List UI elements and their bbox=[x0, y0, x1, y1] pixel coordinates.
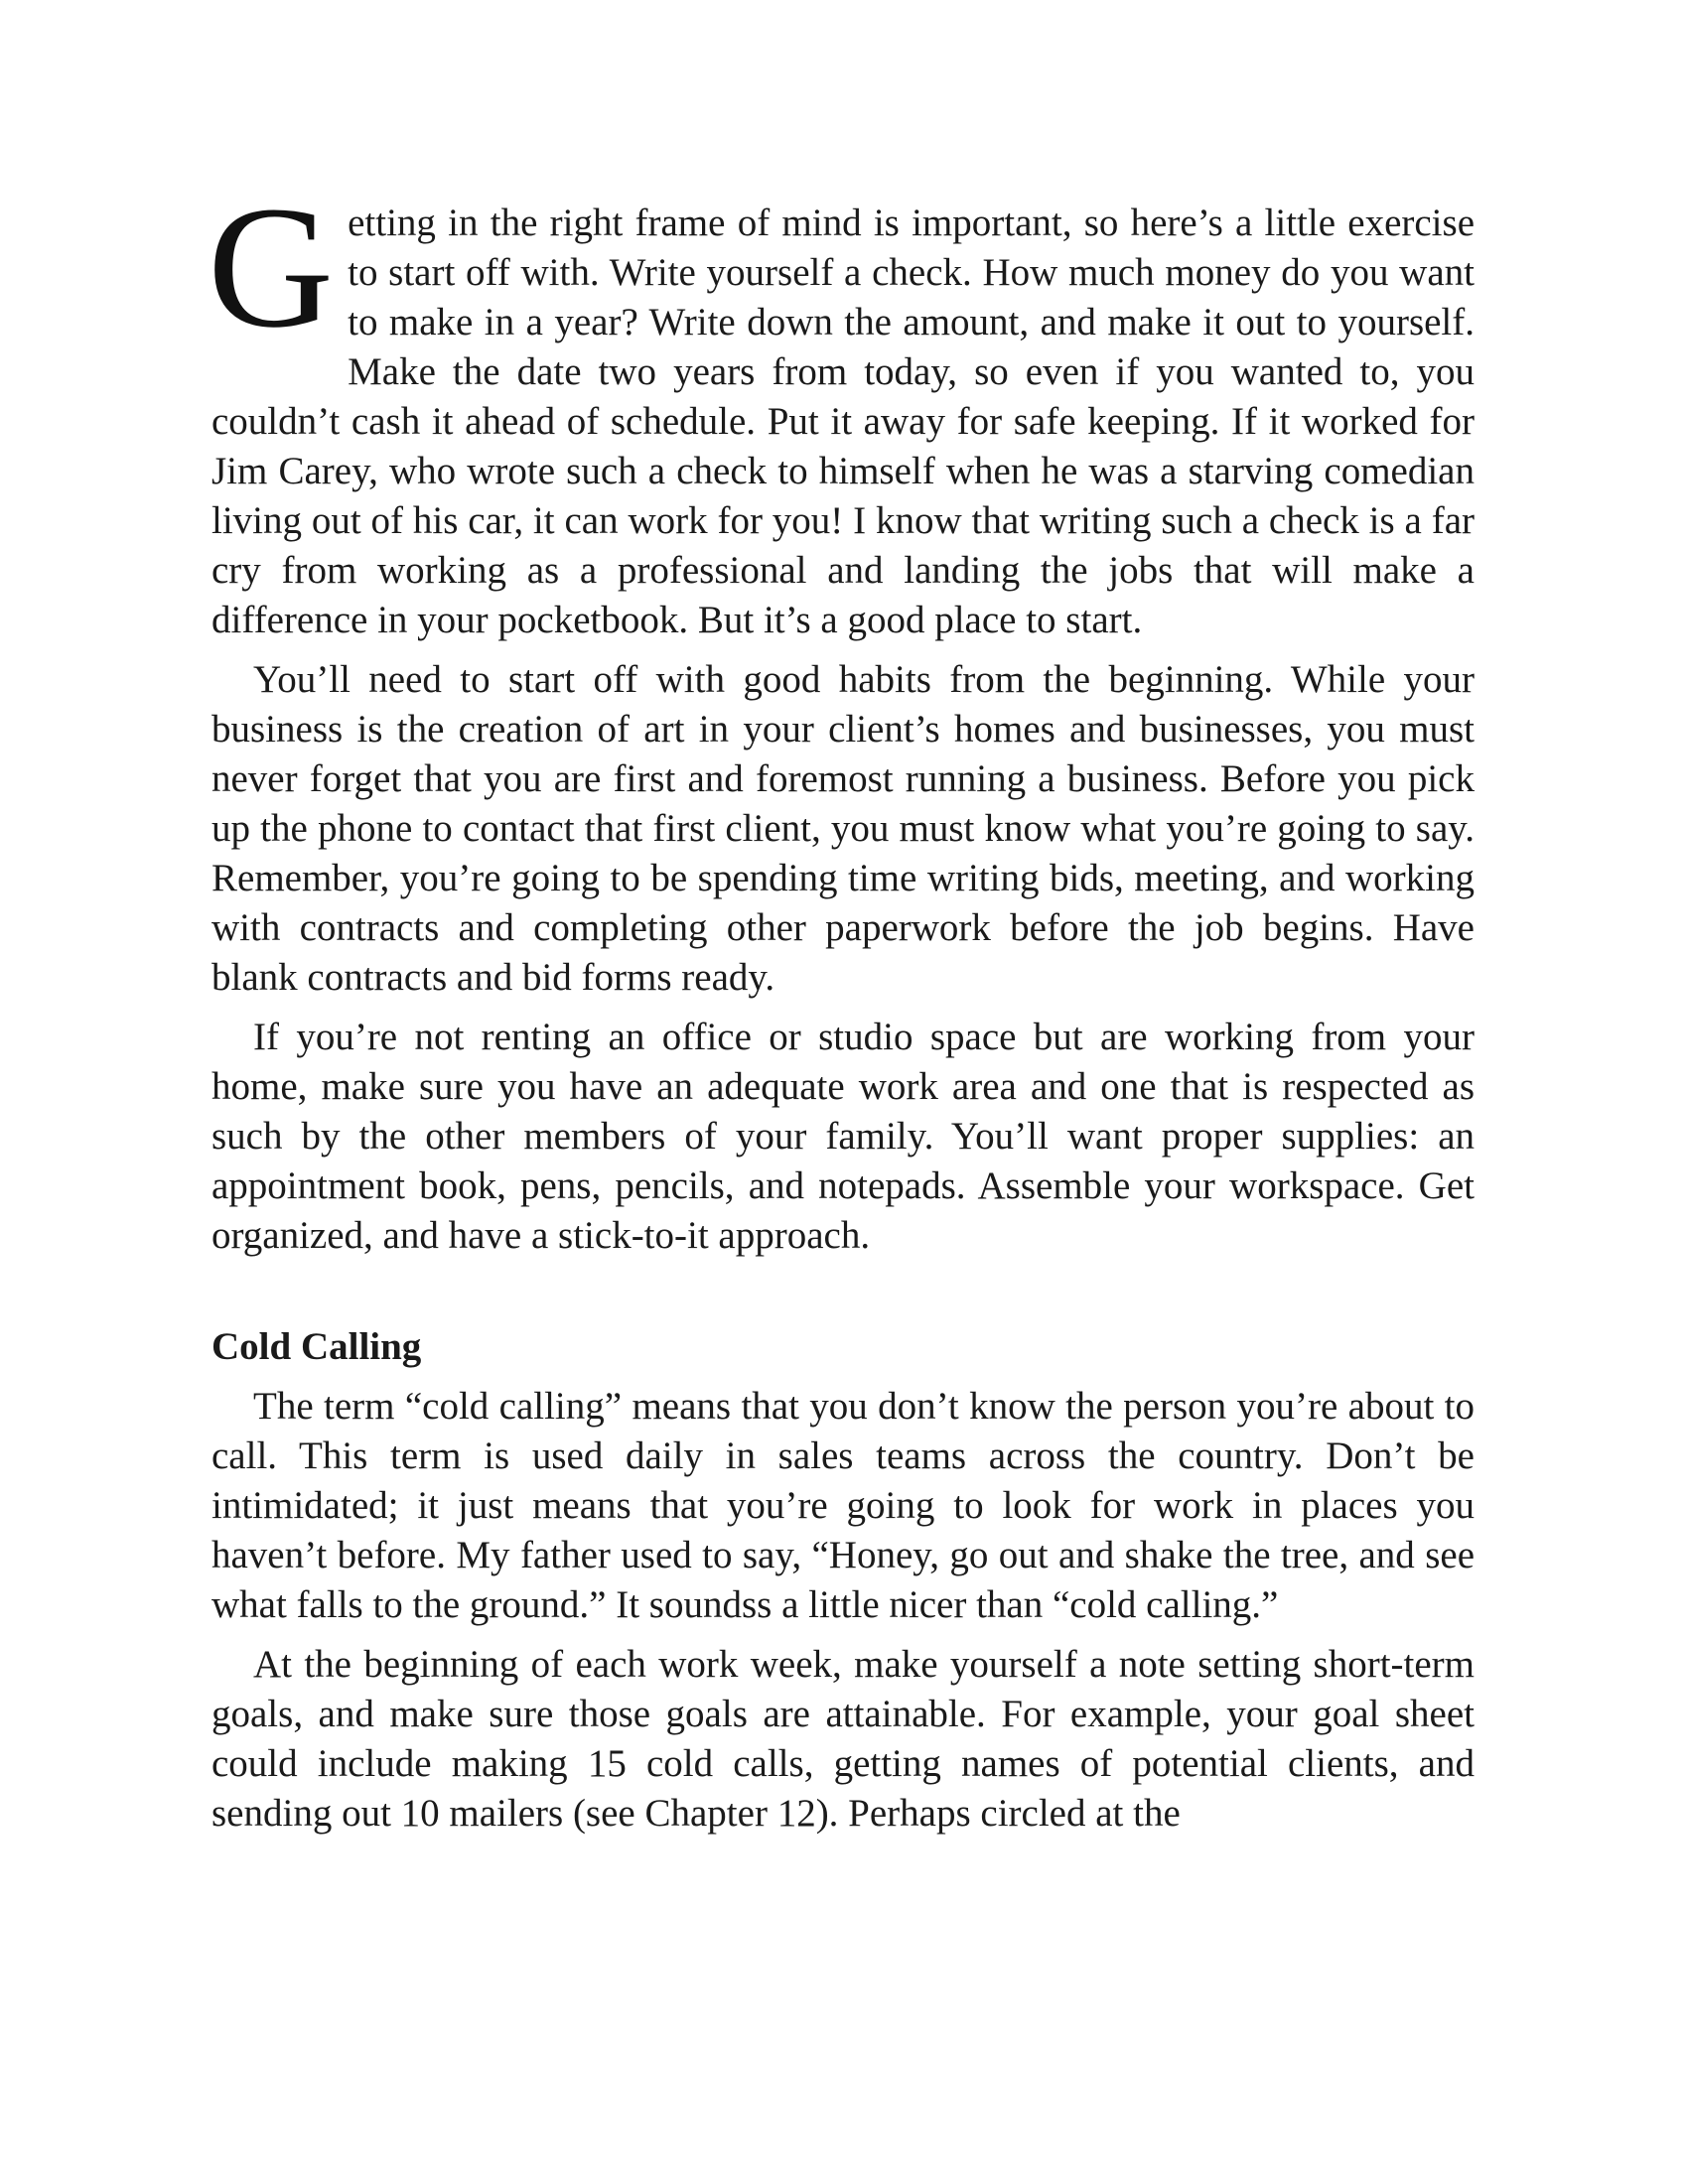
section-heading-cold-calling: Cold Calling bbox=[211, 1325, 422, 1368]
page-body bbox=[208, 171, 1475, 1839]
cold-calling-paragraph-1: The term “cold calling” means that you don’t know the person you’re about to call. This term is used daily in sales teams across the country. Don’t be intimidated; it just means that you’re going to look for work in places you haven’t before. My father used to say, “Honey, go out and shake the tree, and see what falls to the ground.” It soundss a little nicer than “cold calling.” bbox=[211, 1385, 1475, 1626]
cold-calling-paragraph-2: At the beginning of each work week, make yourself a note setting short-term goals, and make sure those goals are attainable. For example, your goal sheet could include making 15 cold calls, getting names of potential clients, and sending out 10 mailers (see Chapter 12). Perhaps circled at the bbox=[211, 1643, 1475, 1835]
intro-paragraph-1 bbox=[208, 171, 1475, 645]
intro-paragraph-1-text: etting in the right frame of mind is important, so here’s a little exercise to start off with. Write yourself a check. How much money do you want to make in a year? Write down the amount, and make it out to yourself. Make the date two years from today, so even if you wanted to, you couldn’t cash it ahead of schedule. Put it away for safe keeping. If it worked for Jim Carey, who wrote such a check to himself when he was a starving comedian living out of his car, it can work for you! I know that writing such a check is a far cry from working as a professional and landing the jobs that will make a difference in your pocketbook. But it’s a good place to start. bbox=[211, 202, 1475, 641]
drop-cap-letter: G bbox=[208, 171, 335, 364]
intro-paragraph-2: You’ll need to start off with good habits from the beginning. While your business is the creation of art in your client’s homes and businesses, you must never forget that you are first and foremost running a business. Before you pick up the phone to contact that first client, you must know what you’re going to say. Remember, you’re going to be spending time writing bids, meeting, and working with contracts and completing other paperwork before the job begins. Have blank contracts and bid forms ready. bbox=[211, 658, 1475, 999]
intro-paragraph-3: If you’re not renting an office or studio space but are working from your home, make sure you have an adequate work area and one that is respected as such by the other members of your family. You’ll want proper supplies: an appointment book, pens, pencils, and notepads. Assemble your workspace. Get organized, and have a stick-to-it approach. bbox=[211, 1016, 1475, 1257]
